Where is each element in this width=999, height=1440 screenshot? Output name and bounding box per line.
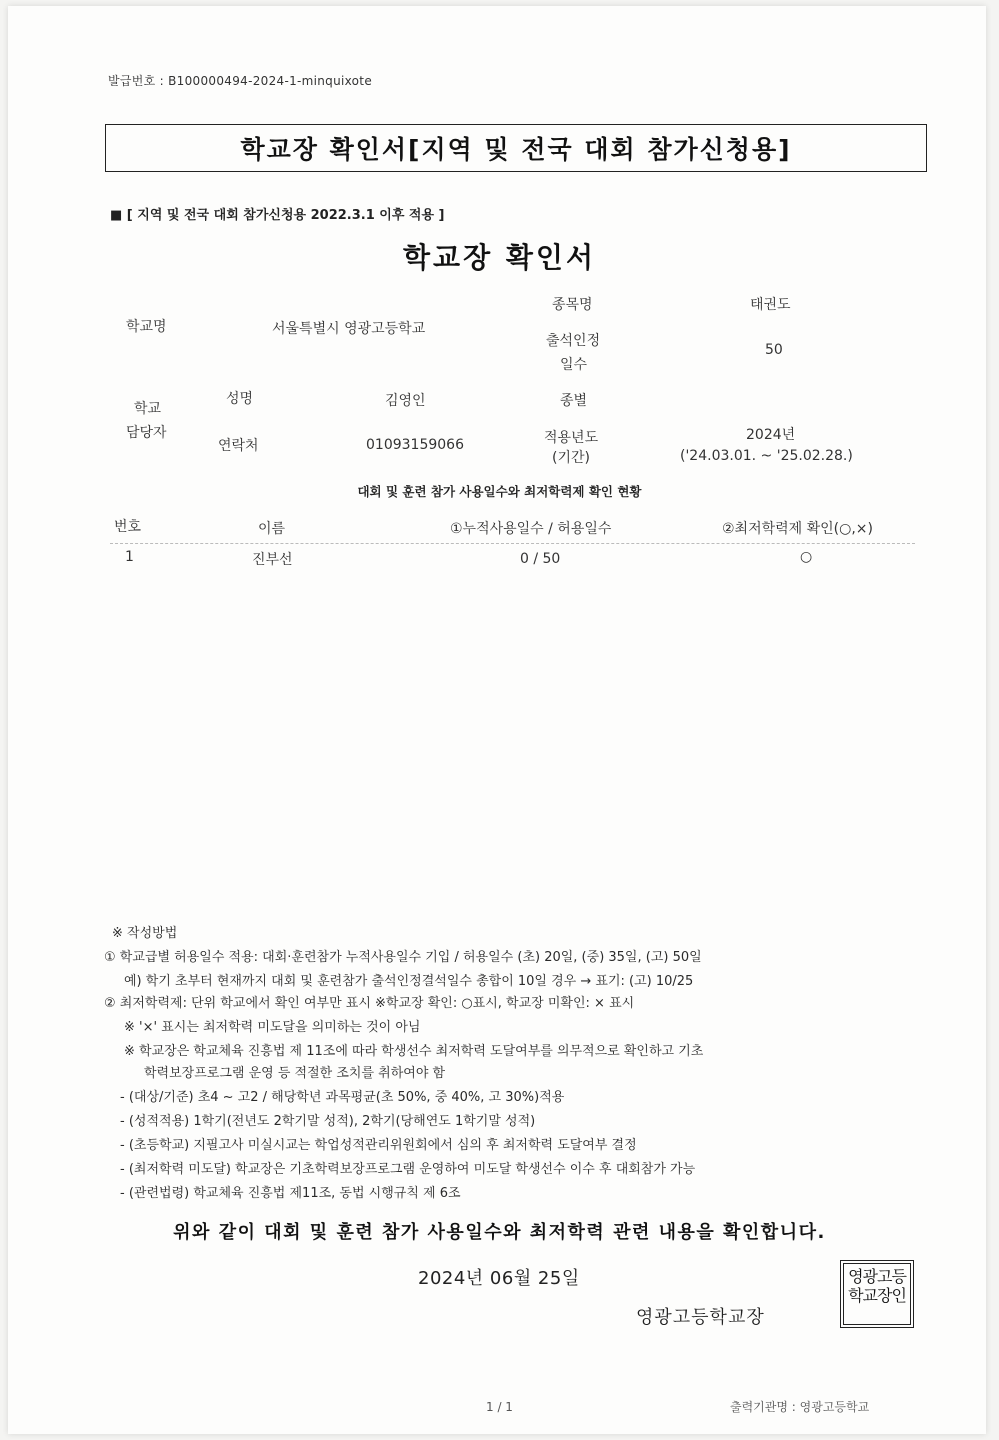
official-seal bbox=[840, 1260, 914, 1328]
col-header-days: ①누적사용일수 / 허용일수 bbox=[450, 521, 612, 537]
document-title: 학교장 확인서 bbox=[402, 241, 597, 274]
note-2-b-cont: 학력보장프로그램 운영 등 적절한 조치를 취하여야 함 bbox=[144, 1066, 446, 1081]
year-label-2: (기간) bbox=[552, 450, 590, 466]
type-label: 종별 bbox=[560, 393, 588, 409]
manager-label-2: 담당자 bbox=[126, 425, 167, 441]
note-2: ② 최저학력제: 단위 학교에서 확인 여부만 표시 ※학교장 확인: ○표시, 학교장 미확인: × 표시 bbox=[104, 996, 635, 1011]
attendance-value: 50 bbox=[765, 342, 783, 358]
table-divider bbox=[110, 543, 915, 544]
notes-title: ※ 작성방법 bbox=[112, 926, 178, 941]
confirmation-statement: 위와 같이 대회 및 훈련 참가 사용일수와 최저학력 관련 내용을 확인합니다. bbox=[173, 1222, 826, 1243]
attendance-label-2: 일수 bbox=[560, 357, 588, 373]
year-label-1: 적용년도 bbox=[544, 430, 599, 446]
attendance-label-1: 출석인정 bbox=[546, 333, 601, 349]
sub-heading: ■ [ 지역 및 전국 대회 참가신청용 2022.3.1 이후 적용 ] bbox=[110, 208, 445, 223]
col-header-name: 이름 bbox=[258, 521, 286, 537]
output-org: 출력기관명 : 영광고등학교 bbox=[730, 1400, 870, 1414]
table-row-name: 진부선 bbox=[252, 552, 293, 568]
table-row-check: ○ bbox=[800, 549, 813, 565]
header-title: 학교장 확인서[지역 및 전국 대회 참가신청용] bbox=[240, 135, 792, 164]
note-target: - (대상/기준) 초4 ~ 고2 / 해당학년 과목평균(초 50%, 중 40%, 고 30%)적용 bbox=[120, 1090, 565, 1105]
col-header-no: 번호 bbox=[114, 519, 142, 535]
note-grade: - (성적적용) 1학기(전년도 2학기말 성적), 2학기(당해연도 1학기말 성적) bbox=[120, 1114, 536, 1129]
note-1: ① 학교급별 허용일수 적용: 대회·훈련참가 누적사용일수 기입 / 허용일수 (초) 20일, (중) 35일, (고) 50일 bbox=[104, 950, 702, 965]
note-2-a: ※ '×' 표시는 최저학력 미도달을 의미하는 것이 아님 bbox=[124, 1020, 421, 1035]
header-title-box bbox=[105, 124, 927, 172]
note-1-example: 예) 학기 초부터 현재까지 대회 및 훈련참가 출석인정결석일수 총합이 10일 경우 → 표기: (고) 10/25 bbox=[124, 974, 694, 989]
sport-value: 태권도 bbox=[750, 297, 791, 313]
table-row-no: 1 bbox=[125, 549, 134, 565]
contact-value: 01093159066 bbox=[366, 437, 464, 453]
note-elementary: - (초등학교) 지필고사 미실시교는 학업성적관리위원회에서 심의 후 최저학력 도달여부 결정 bbox=[120, 1138, 637, 1153]
table-row-days: 0 / 50 bbox=[520, 551, 561, 567]
seal-text: 영광고등학교장인 bbox=[848, 1267, 906, 1305]
principal-name: 영광고등학교장 bbox=[636, 1307, 765, 1328]
school-label: 학교명 bbox=[126, 319, 167, 335]
note-2-b: ※ 학교장은 학교체육 진흥법 제 11조에 따라 학생선수 최저학력 도달여부를 의무적으로 확인하고 기초 bbox=[124, 1044, 704, 1059]
manager-label-1: 학교 bbox=[134, 401, 162, 417]
name-label: 성명 bbox=[226, 391, 254, 407]
page-number: 1 / 1 bbox=[486, 1400, 513, 1414]
col-header-check: ②최저학력제 확인(○,×) bbox=[722, 521, 873, 537]
name-value: 김영인 bbox=[385, 393, 426, 409]
issue-date: 2024년 06월 25일 bbox=[418, 1268, 580, 1289]
issue-number: 발급번호 : B100000494-2024-1-minquixote bbox=[108, 74, 372, 88]
period-value: ('24.03.01. ~ '25.02.28.) bbox=[680, 448, 853, 464]
year-value: 2024년 bbox=[746, 427, 796, 443]
note-law: - (관련법령) 학교체육 진흥법 제11조, 동법 시행규칙 제 6조 bbox=[120, 1186, 461, 1201]
contact-label: 연락처 bbox=[218, 438, 259, 454]
status-heading: 대회 및 훈련 참가 사용일수와 최저학력제 확인 현황 bbox=[357, 484, 642, 499]
note-below-min: - (최저학력 미도달) 학교장은 기초학력보장프로그램 운영하여 미도달 학생선수 이수 후 대회참가 가능 bbox=[120, 1162, 696, 1177]
sport-label: 종목명 bbox=[552, 297, 593, 313]
school-value: 서울특별시 영광고등학교 bbox=[272, 321, 426, 337]
